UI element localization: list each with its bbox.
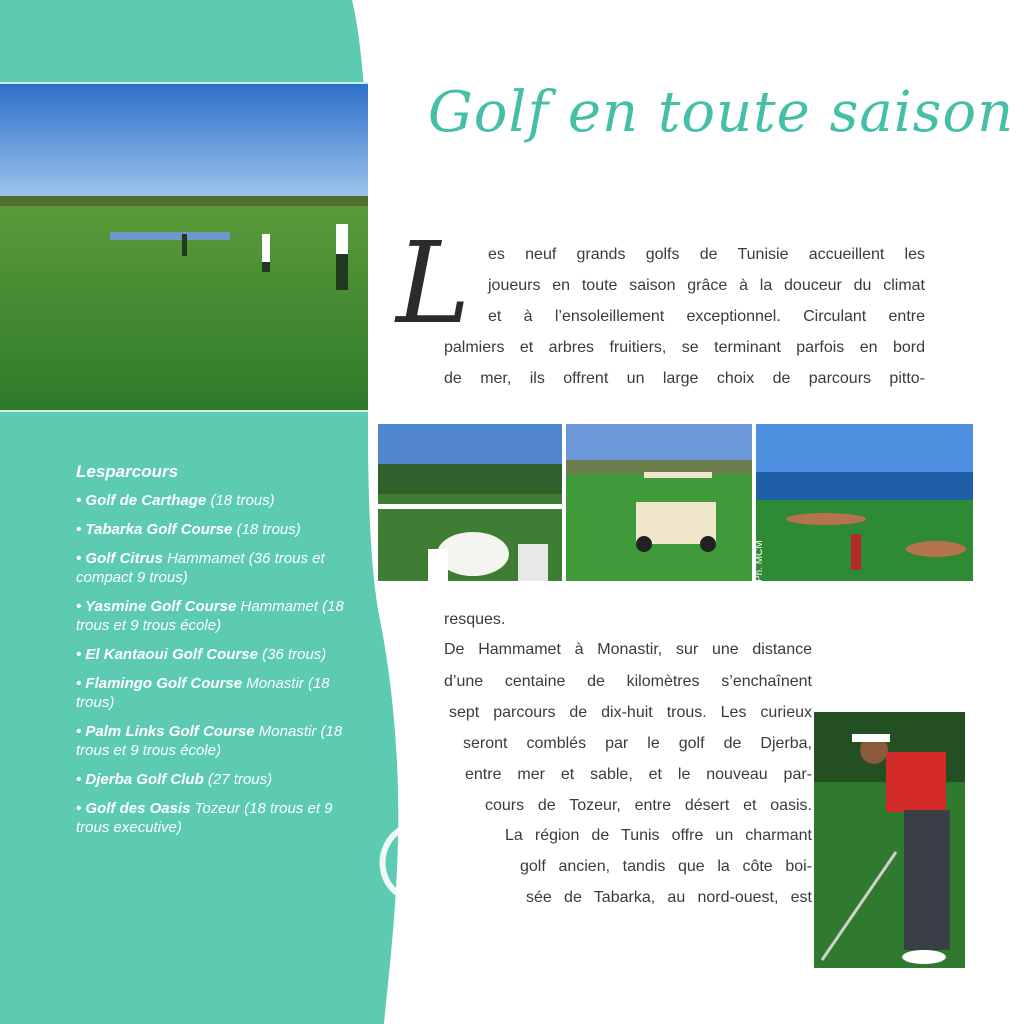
photo-credit: Ph. MCM (754, 540, 765, 582)
course-name: • Golf de Carthage (76, 492, 207, 509)
course-name: • Golf des Oasis (76, 800, 191, 817)
terrace-photo (378, 424, 562, 581)
course-detail: (18 trous) (206, 492, 275, 509)
text-line: d’une centaine de kilomètres s’enchaînent (444, 673, 812, 690)
course-detail: (18 trous) (232, 521, 301, 538)
course-item (76, 770, 366, 789)
course-item (76, 799, 366, 837)
course-detail: Monastir (18 trous) (76, 675, 330, 711)
text-line: La région de Tunis offre un charmant (505, 827, 812, 844)
sidebar-title: Lesparcours (76, 462, 179, 481)
golf-course-photo (0, 84, 368, 410)
course-item (76, 722, 366, 760)
text-line: cours de Tozeur, entre désert et oasis. (485, 797, 812, 814)
golfer-photo (814, 712, 965, 968)
text-line: seront comblés par le golf de Djerba, (463, 735, 812, 752)
course-name: • Golf Citrus (76, 550, 163, 567)
text-line: golf ancien, tandis que la côte boi- (520, 858, 812, 875)
course-item (76, 549, 366, 587)
drop-cap: L (396, 219, 471, 349)
text-line: sée de Tabarka, au nord-ouest, est (526, 889, 812, 906)
text-line: joueurs en toute saison grâce à la douceur du climat (488, 277, 925, 294)
course-name: • Yasmine Golf Course (76, 598, 237, 615)
course-name: • Tabarka Golf Course (76, 521, 233, 538)
text-line: De Hammamet à Monastir, sur une distance (444, 641, 812, 658)
page-title: Golf en toute saison (428, 80, 1015, 145)
course-item (76, 597, 366, 635)
text-line: entre mer et sable, et le nouveau par- (465, 766, 812, 783)
course-detail: Hammamet (18 trous et 9 trous école) (76, 598, 344, 634)
course-list-sidebar (76, 462, 366, 847)
course-name: • Flamingo Golf Course (76, 675, 243, 692)
text-line: et à l’ensoleillement exceptionnel. Circulant entre (488, 308, 925, 325)
course-name: • Djerba Golf Club (76, 771, 204, 788)
course-detail: (36 trous) (257, 646, 327, 663)
course-item (76, 520, 366, 539)
text-line: resques. (444, 611, 506, 628)
text-line: de mer, ils offrent un large choix de parcours pitto- (444, 370, 925, 387)
course-detail: Hammamet (36 trous et compact 9 trous) (76, 550, 325, 586)
course-detail: (27 trous) (203, 771, 273, 788)
course-item (76, 491, 366, 510)
course-name: • El Kantaoui Golf Course (76, 646, 258, 663)
text-line: sept parcours de dix-huit trous. Les curieux (449, 704, 812, 721)
course-detail: Tozeur (18 trous et 9 trous executive) (76, 800, 333, 836)
course-item (76, 645, 366, 664)
course-name: • Palm Links Golf Course (76, 723, 255, 740)
course-item (76, 674, 366, 712)
text-line: palmiers et arbres fruitiers, se terminant parfois en bord (444, 339, 925, 356)
golf-cart-photo (566, 424, 752, 581)
text-line: es neuf grands golfs de Tunisie accueillent les (488, 246, 925, 263)
course-detail: Monastir (18 trous et 9 trous école) (76, 723, 343, 759)
seaside-golf-photo (756, 424, 973, 581)
